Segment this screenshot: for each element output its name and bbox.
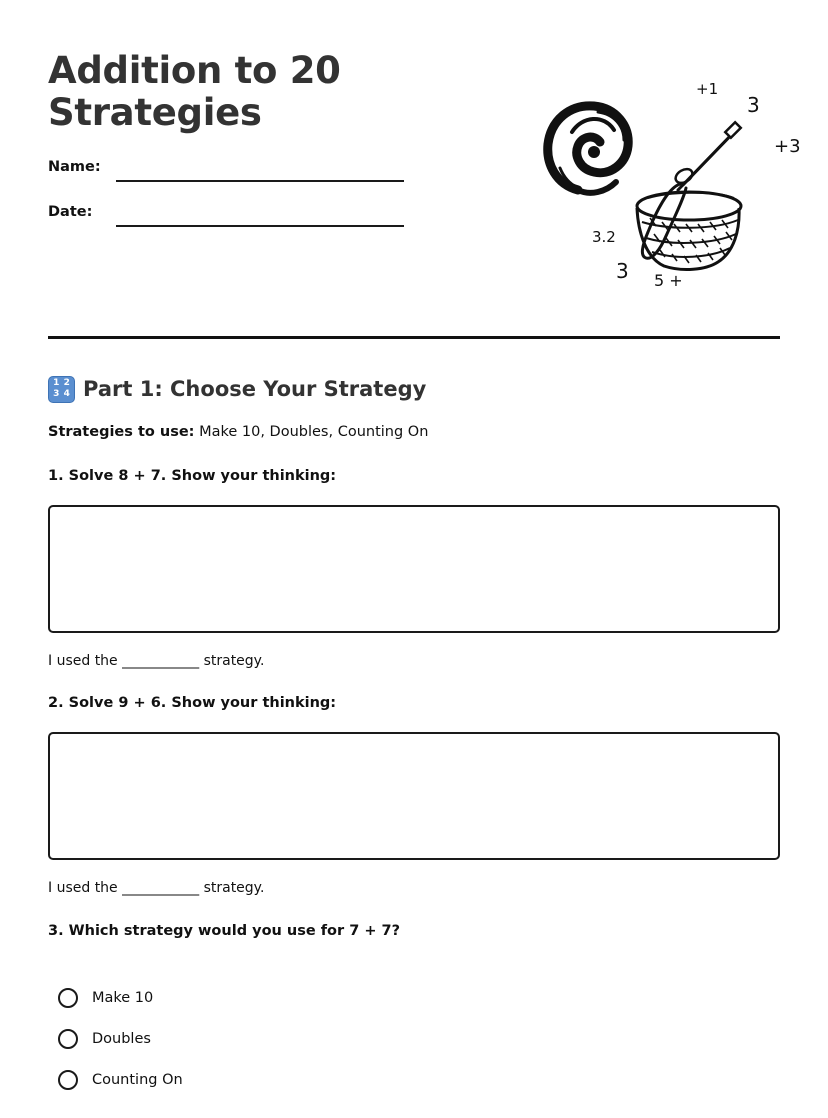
strategies-list: Make 10, Doubles, Counting On <box>194 424 429 440</box>
annotation-plus-1: +1 <box>696 80 719 98</box>
option-make-10[interactable] <box>58 986 153 1010</box>
koru-paddle-basket-illustration <box>538 72 801 294</box>
radio-doubles[interactable] <box>58 1029 78 1049</box>
title-line-1: Addition to 20 <box>48 49 341 92</box>
date-label: Date: <box>48 204 93 220</box>
part-1-title: Part 1: Choose Your Strategy <box>83 377 427 401</box>
radio-make-10[interactable] <box>58 988 78 1008</box>
date-field[interactable] <box>116 225 404 227</box>
header-divider <box>48 336 780 339</box>
question-2-prompt: 2. Solve 9 + 6. Show your thinking: <box>48 695 337 711</box>
annotation-3-bottom: 3 <box>616 259 629 283</box>
koru-swirl-icon <box>548 106 628 193</box>
question-3-prompt: 3. Which strategy would you use for 7 + 7? <box>48 923 401 939</box>
title-line-2: Strategies <box>48 91 262 134</box>
option-counting-on-label: Counting On <box>92 1072 183 1088</box>
question-1-strategy-line[interactable]: I used the ___________ strategy. <box>48 653 265 669</box>
part-1-heading <box>48 374 426 404</box>
question-2-answer-box[interactable] <box>48 732 780 860</box>
strategies-line <box>48 424 428 440</box>
name-label: Name: <box>48 159 101 175</box>
option-counting-on[interactable] <box>58 1068 183 1092</box>
annotation-5-plus: 5 + <box>654 271 683 290</box>
option-doubles[interactable] <box>58 1027 151 1051</box>
option-make-10-label: Make 10 <box>92 990 154 1006</box>
annotation-plus-3: +3 <box>774 136 801 157</box>
option-doubles-label: Doubles <box>92 1031 151 1047</box>
strategies-label: Strategies to use: <box>48 424 195 440</box>
input-numbers-icon: 1 2 3 4 <box>48 376 75 403</box>
question-1-answer-box[interactable] <box>48 505 780 633</box>
worksheet-page <box>48 0 801 1118</box>
name-field[interactable] <box>116 180 404 182</box>
page-title <box>48 50 468 134</box>
question-2-strategy-line[interactable]: I used the ___________ strategy. <box>48 880 265 896</box>
question-1-prompt: 1. Solve 8 + 7. Show your thinking: <box>48 468 337 484</box>
annotation-3-2: 3.2 <box>592 228 616 246</box>
annotation-3-top: 3 <box>747 93 760 117</box>
radio-counting-on[interactable] <box>58 1070 78 1090</box>
woven-basket-icon <box>637 192 741 269</box>
